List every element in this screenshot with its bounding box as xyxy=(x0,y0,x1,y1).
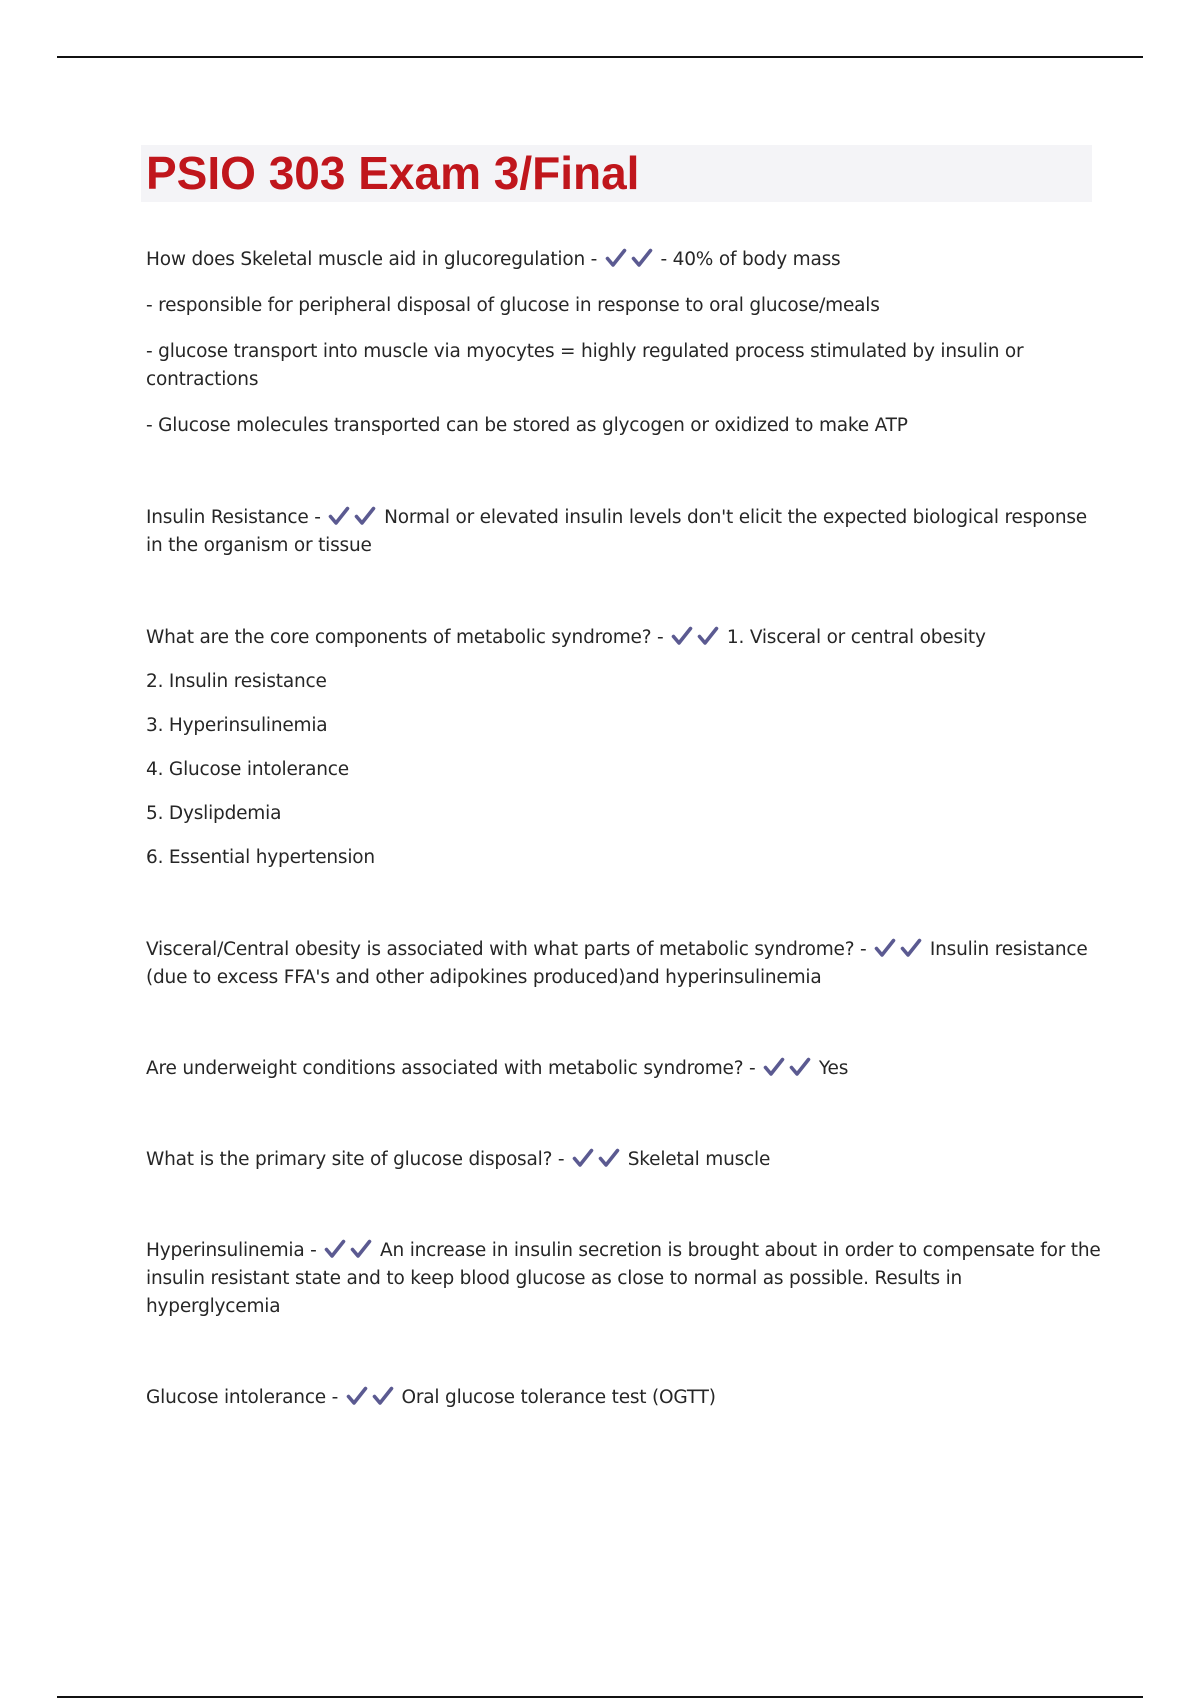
answer-text: Skeletal muscle xyxy=(627,1149,771,1170)
answer-text: - 40% of body mass xyxy=(660,249,841,270)
checkmark-icon xyxy=(572,1147,594,1169)
checkmark-icon xyxy=(324,1238,346,1260)
qa-line xyxy=(146,624,1101,652)
flashcard-entry xyxy=(146,624,1101,872)
question-text: Glucose intolerance - xyxy=(146,1387,339,1408)
flashcard-entry xyxy=(146,246,1101,440)
answer-text: Yes xyxy=(818,1058,849,1079)
checkmark-icon xyxy=(763,1056,785,1078)
qa-line xyxy=(146,504,1101,560)
checkmark-icon xyxy=(874,937,896,959)
top-rule xyxy=(57,56,1143,58)
qa-line xyxy=(146,1055,1101,1083)
flashcard-entry xyxy=(146,936,1101,992)
checkmark-icon xyxy=(789,1056,811,1078)
answer-text: An increase in insulin secretion is brought about in order to compensate for the insulin resistant state and to keep blood glucose as close to normal as possible. Results in hyperglycemia xyxy=(146,1240,1101,1317)
answer-continuation: 4. Glucose intolerance xyxy=(146,759,349,780)
checkmark-icon xyxy=(346,1385,368,1407)
question-text: What are the core components of metabolic syndrome? - xyxy=(146,627,664,648)
question-text: Are underweight conditions associated with metabolic syndrome? - xyxy=(146,1058,756,1079)
answer-continuation: 5. Dyslipdemia xyxy=(146,803,282,824)
answer-text: Insulin resistance (due to excess FFA's and other adipokines produced)and hyperinsulinemia xyxy=(146,939,1088,988)
flashcard-entry xyxy=(146,504,1101,560)
answer-continuation: 3. Hyperinsulinemia xyxy=(146,715,328,736)
answer-text: Normal or elevated insulin levels don't elicit the expected biological response in the organism or tissue xyxy=(146,507,1087,556)
bottom-rule xyxy=(57,1696,1143,1698)
checkmark-icon xyxy=(900,937,922,959)
qa-line xyxy=(146,1384,1101,1412)
flashcard-list xyxy=(146,246,1101,1412)
question-text: Hyperinsulinemia - xyxy=(146,1240,317,1261)
checkmark-icon xyxy=(598,1147,620,1169)
checkmark-icon xyxy=(372,1385,394,1407)
checkmark-icon xyxy=(631,247,653,269)
qa-line xyxy=(146,936,1101,992)
question-text: Visceral/Central obesity is associated with what parts of metabolic syndrome? - xyxy=(146,939,867,960)
answer-text: Oral glucose tolerance test (OGTT) xyxy=(401,1387,716,1408)
checkmark-icon xyxy=(671,625,693,647)
qa-line xyxy=(146,246,1101,274)
answer-continuation: - glucose transport into muscle via myocytes = highly regulated process stimulated by insulin or contractions xyxy=(146,341,1024,390)
qa-line xyxy=(146,1237,1101,1321)
flashcard-entry xyxy=(146,1146,1101,1174)
qa-line xyxy=(146,1146,1101,1174)
checkmark-icon xyxy=(697,625,719,647)
question-text: How does Skeletal muscle aid in glucoregulation - xyxy=(146,249,598,270)
checkmark-icon xyxy=(350,1238,372,1260)
answer-text: 1. Visceral or central obesity xyxy=(726,627,986,648)
flashcard-entry xyxy=(146,1384,1101,1412)
page-title: PSIO 303 Exam 3/Final xyxy=(146,147,640,199)
flashcard-entry xyxy=(146,1237,1101,1321)
answer-continuation: - responsible for peripheral disposal of glucose in response to oral glucose/meals xyxy=(146,295,880,316)
flashcard-entry xyxy=(146,1055,1101,1083)
answer-continuation: - Glucose molecules transported can be stored as glycogen or oxidized to make ATP xyxy=(146,415,908,436)
checkmark-icon xyxy=(354,505,376,527)
answer-continuation: 2. Insulin resistance xyxy=(146,671,327,692)
question-text: Insulin Resistance - xyxy=(146,507,321,528)
answer-continuation: 6. Essential hypertension xyxy=(146,847,375,868)
checkmark-icon xyxy=(328,505,350,527)
question-text: What is the primary site of glucose disposal? - xyxy=(146,1149,565,1170)
checkmark-icon xyxy=(605,247,627,269)
